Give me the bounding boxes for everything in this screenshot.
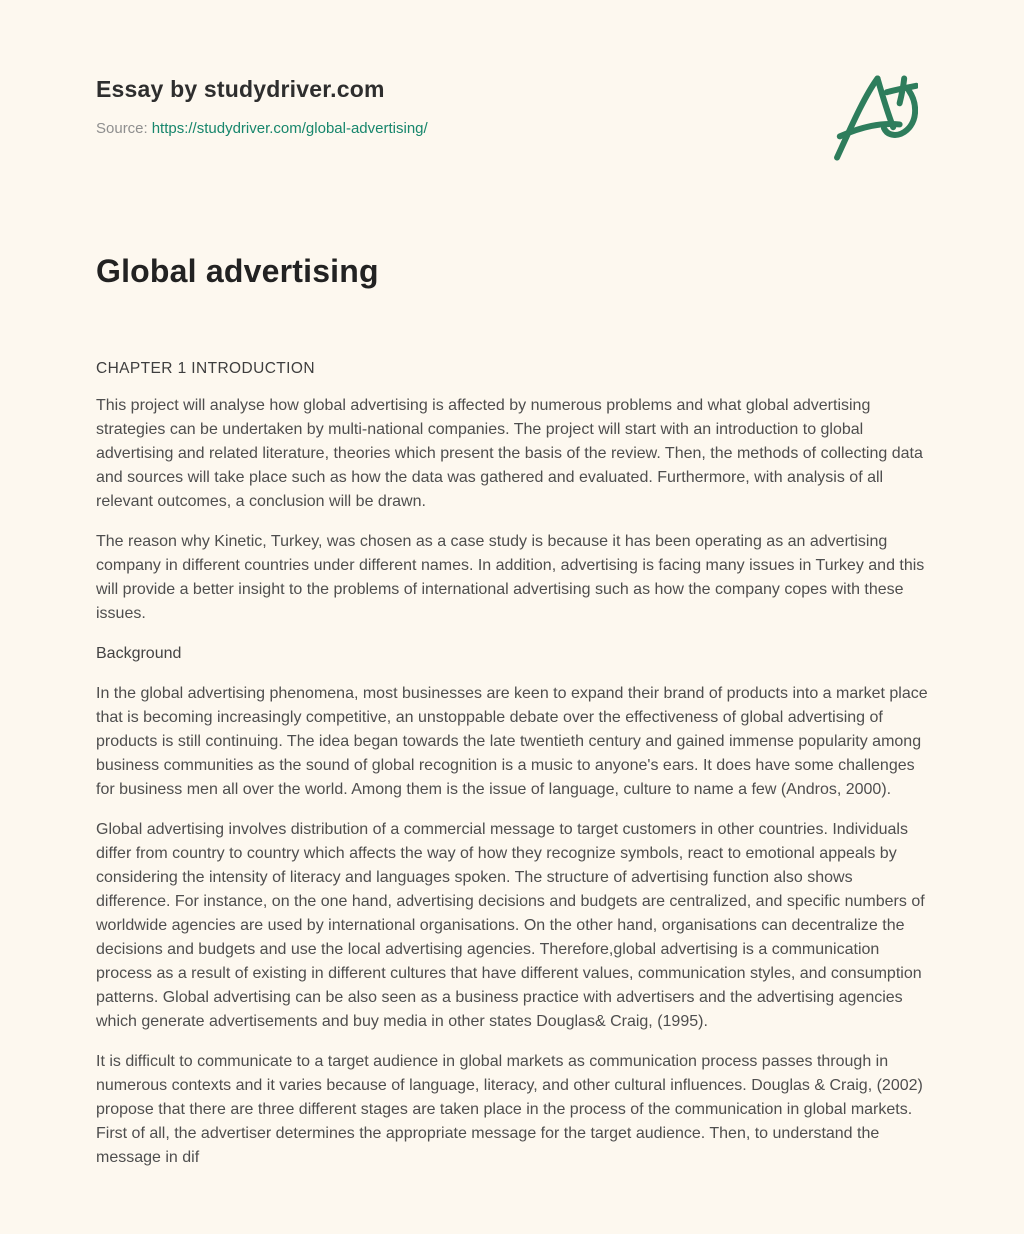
background-subheading: Background — [96, 645, 182, 662]
paragraph-communication: It is difficult to communicate to a target audience in global markets as communication process passes through in numerous contexts and it varies because of language, literacy, and other cultural influences. Douglas & Craig, (2002) propose that there are three different stages are taken place in the process of the communication in global markets. First of all, the advertiser determines the appropriate message for the target audience. Then, to understand the message in dif — [96, 1053, 923, 1166]
site-title: Essay by studydriver.com — [96, 76, 385, 102]
paragraph-case-study: The reason why Kinetic, Turkey, was chosen as a case study is because it has been operating as an advertising company in different countries under different names. In addition, advertising is facing many issues in Turkey and this will provide a better insight to the problems of international advertising such as how the company copes with these issues. — [96, 533, 925, 622]
a-plus-logo — [826, 72, 918, 164]
source-line — [96, 120, 928, 137]
paragraph-intro: This project will analyse how global advertising is affected by numerous problems and what global advertising strategies can be undertaken by multi-national companies. The project will start with an introduction to global advertising and related literature, theories which present the basis of the review. Then, the methods of collecting data and sources will take place such as how the data was gathered and evaluated. Furthermore, with analysis of all relevant outcomes, a conclusion will be drawn. — [96, 397, 923, 510]
paragraph-phenomena: In the global advertising phenomena, most businesses are keen to expand their brand of products into a market place that is becoming increasingly competitive, an unstoppable debate over the effectiveness of global advertising of products is still continuing. The idea began towards the late twentieth century and gained immense popularity among business communities as the sound of global recognition is a music to anyone's ears. It does have some challenges for business men all over the world. Among them is the issue of language, culture to name a few (Andros, 2000). — [96, 685, 928, 798]
source-link[interactable]: https://studydriver.com/global-advertising/ — [151, 120, 428, 137]
chapter-heading: CHAPTER 1 INTRODUCTION — [96, 360, 315, 377]
source-label: Source: — [96, 120, 148, 137]
paragraph-distribution: Global advertising involves distribution of a commercial message to target customers in other countries. Individuals differ from country to country which affects the way of how they recognize symbols, react to emotional appeals by considering the intensity of literacy and languages spoken. The structure of advertising function also shows difference. For instance, on the one hand, advertising decisions and budgets are centralized, and specific numbers of worldwide agencies are used by international organisations. On the other hand, organisations can decentralize the decisions and budgets and use the local advertising agencies. Therefore,global advertising is a communication process as a result of existing in different cultures that have different values, communication styles, and consumption patterns. Global advertising can be also seen as a business practice with advertisers and the advertising agencies which generate advertisements and buy media in other states Douglas& Craig, (1995). — [96, 821, 925, 1030]
essay-title: Global advertising — [96, 253, 379, 289]
